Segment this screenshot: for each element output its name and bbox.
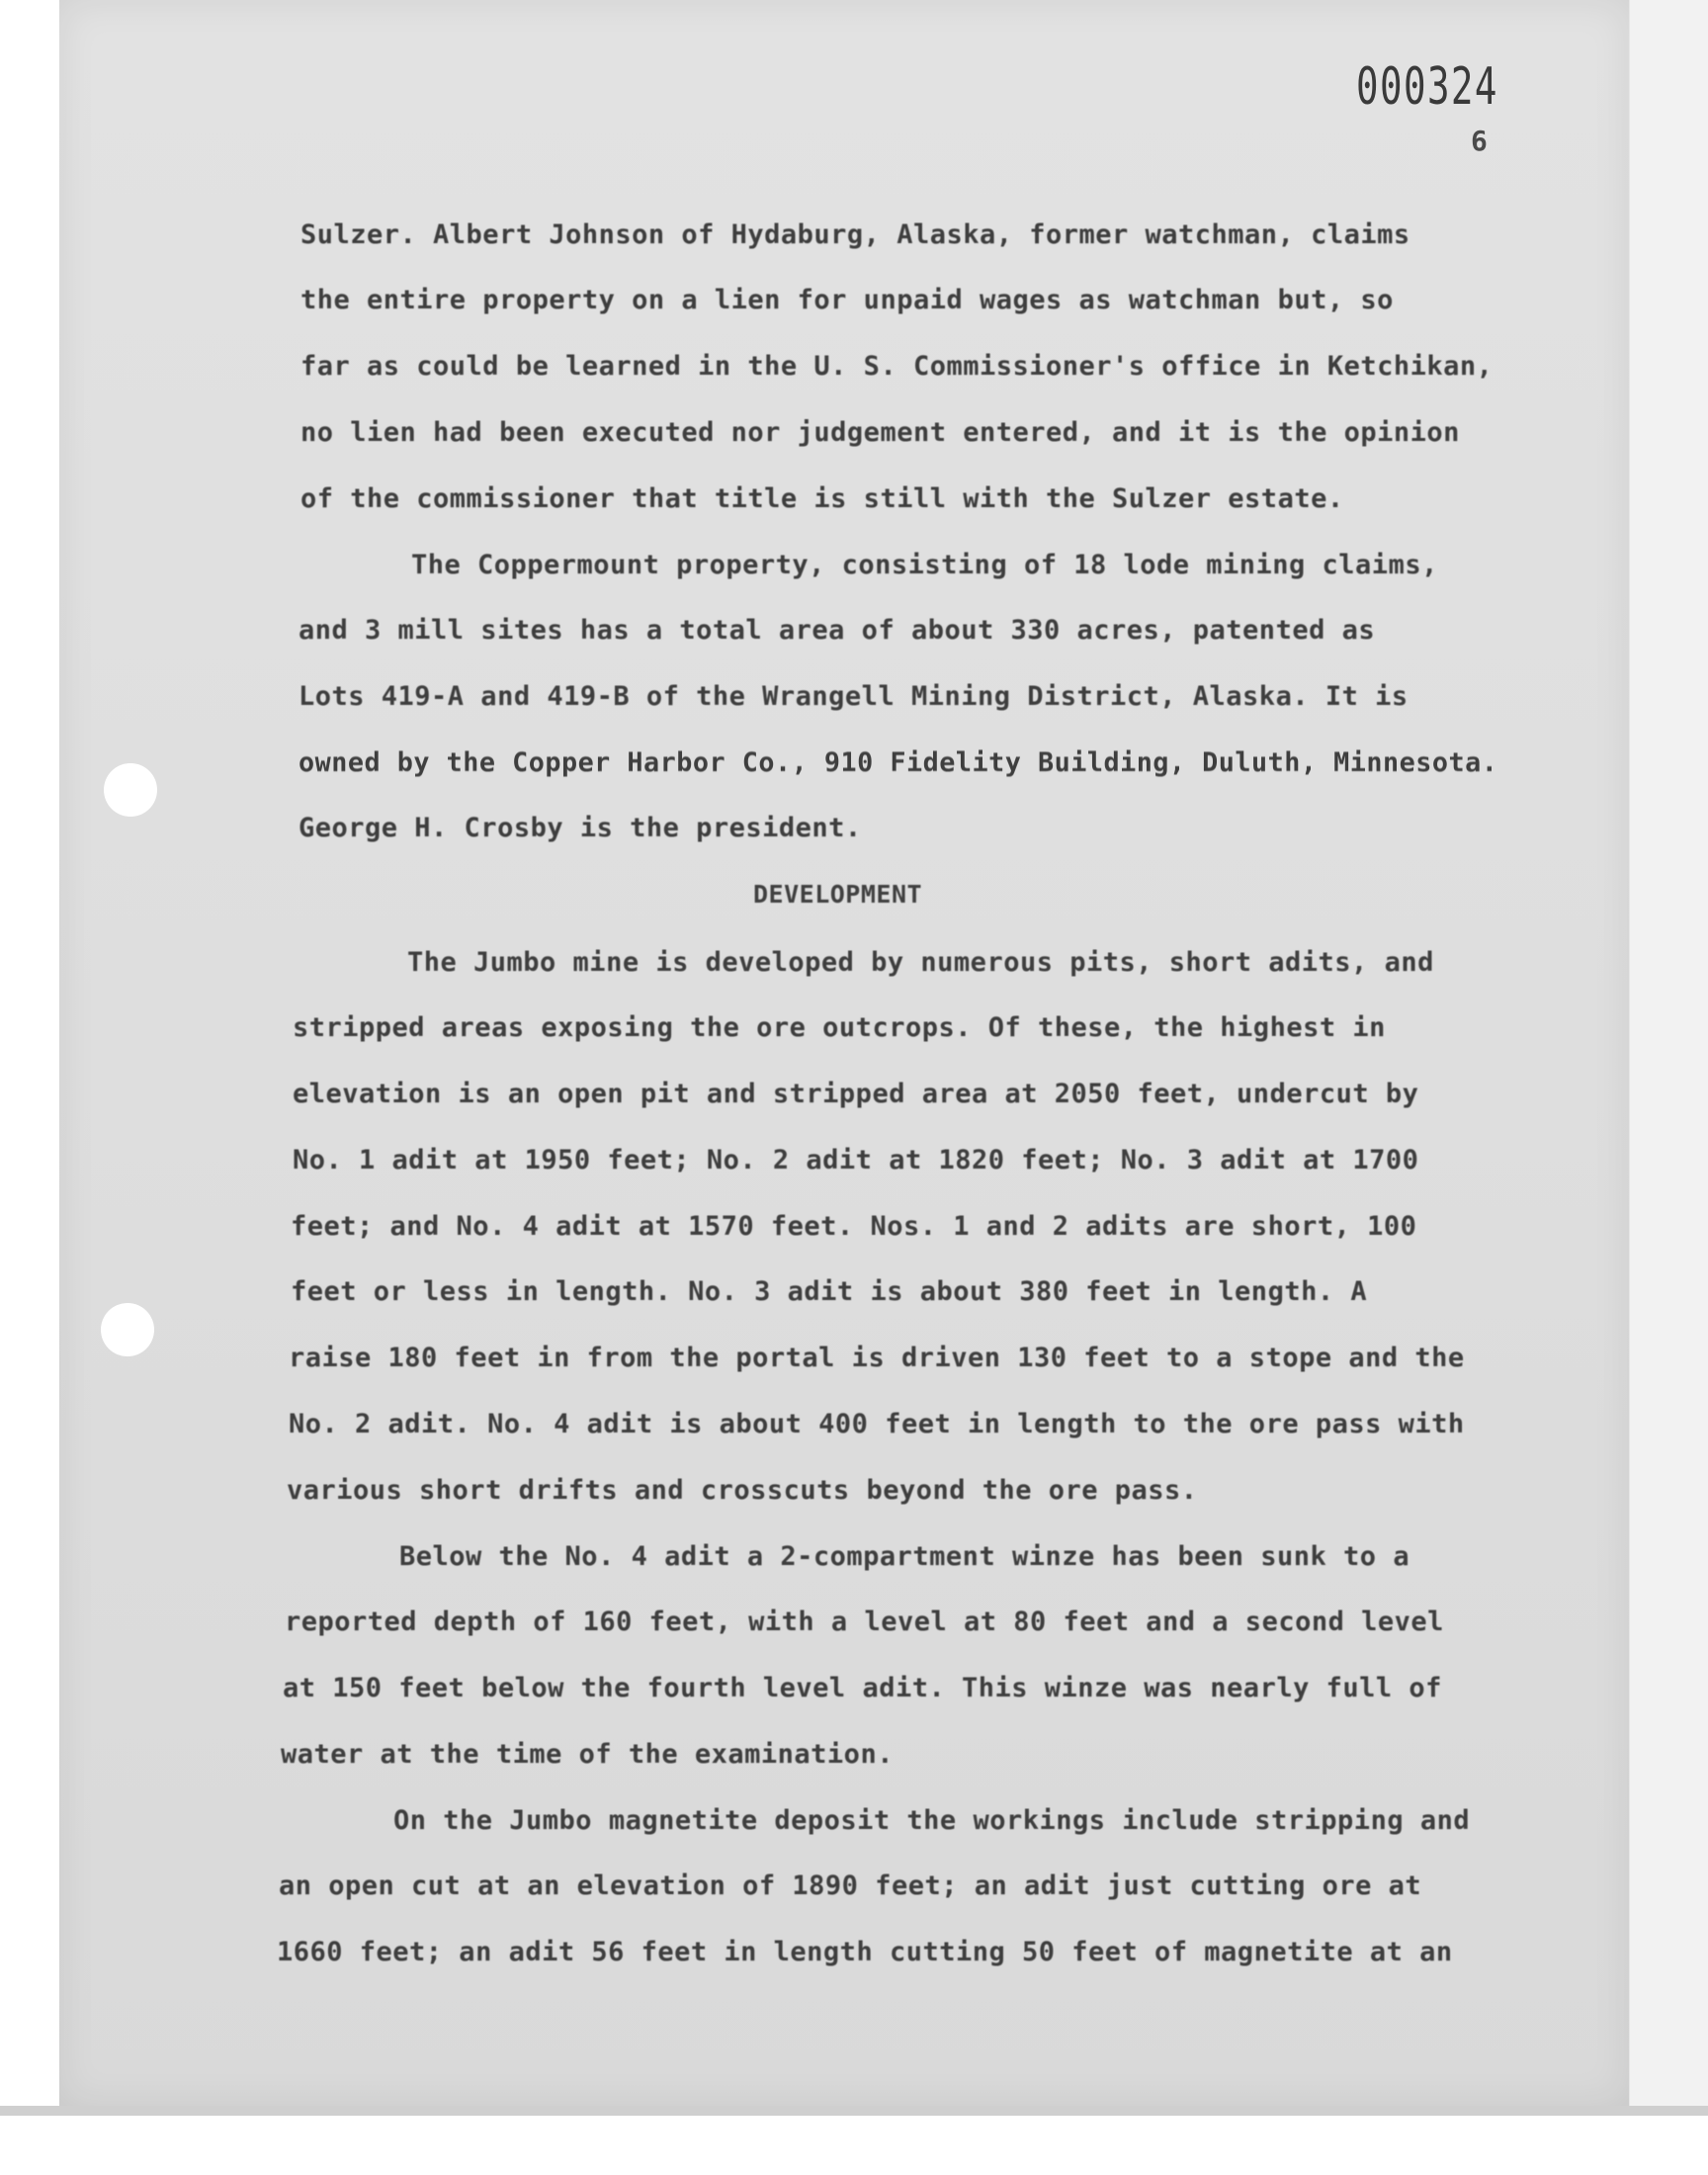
page-number: 6 (1471, 125, 1488, 157)
text-line: The Jumbo mine is developed by numerous pits, short adits, and (407, 947, 1434, 978)
punch-hole (104, 763, 157, 817)
text-line: stripped areas exposing the ore outcrops. Of these, the highest in (293, 1012, 1386, 1043)
text-line: water at the time of the examination. (281, 1739, 894, 1770)
text-line: Sulzer. Albert Johnson of Hydaburg, Alaska, former watchman, claims (300, 219, 1410, 250)
text-line: at 150 feet below the fourth level adit. This winze was nearly full of (283, 1673, 1442, 1703)
text-line: On the Jumbo magnetite deposit the workings include stripping and (393, 1805, 1471, 1836)
text-line: George H. Crosby is the president. (299, 813, 862, 843)
text-line: the entire property on a lien for unpaid wages as watchman but, so (300, 285, 1394, 315)
text-line: raise 180 feet in from the portal is driven 130 feet to a stope and the (289, 1343, 1465, 1373)
document-number: 000324 (1356, 57, 1498, 117)
text-line: 1660 feet; an adit 56 feet in length cutting 50 feet of magnetite at an (277, 1937, 1453, 1967)
text-line: No. 1 adit at 1950 feet; No. 2 adit at 1820 feet; No. 3 adit at 1700 (293, 1145, 1419, 1175)
text-line: of the commissioner that title is still with the Sulzer estate. (300, 483, 1344, 514)
text-line: owned by the Copper Harbor Co., 910 Fidelity Building, Duluth, Minnesota. (299, 747, 1498, 778)
scan-margin-strip (1629, 0, 1708, 2116)
punch-hole (101, 1303, 154, 1356)
text-line: Below the No. 4 adit a 2-compartment winze has been sunk to a (399, 1541, 1410, 1572)
text-line: no lien had been executed nor judgement entered, and it is the opinion (300, 417, 1460, 448)
text-line: and 3 mill sites has a total area of about 330 acres, patented as (299, 615, 1376, 646)
text-line: elevation is an open pit and stripped area at 2050 feet, undercut by (293, 1079, 1419, 1109)
scan-bottom-band (0, 2106, 1708, 2116)
text-line: feet; and No. 4 adit at 1570 feet. Nos. 1 and 2 adits are short, 100 (291, 1211, 1417, 1242)
text-line: The Coppermount property, consisting of 18 lode mining claims, (411, 550, 1438, 580)
text-line: an open cut at an elevation of 1890 feet; an adit just cutting ore at (279, 1870, 1422, 1901)
text-line: No. 2 adit. No. 4 adit is about 400 feet in length to the ore pass with (289, 1409, 1465, 1439)
text-line: reported depth of 160 feet, with a level at 80 feet and a second level (285, 1607, 1444, 1637)
text-line: various short drifts and crosscuts beyond the ore pass. (287, 1475, 1198, 1506)
text-line: feet or less in length. No. 3 adit is about 380 feet in length. A (291, 1276, 1368, 1307)
text-line: far as could be learned in the U. S. Commissioner's office in Ketchikan, (300, 351, 1494, 382)
text-line: Lots 419-A and 419-B of the Wrangell Mining District, Alaska. It is (299, 681, 1409, 712)
document-page (59, 0, 1629, 2106)
section-heading: DEVELOPMENT (753, 880, 923, 909)
